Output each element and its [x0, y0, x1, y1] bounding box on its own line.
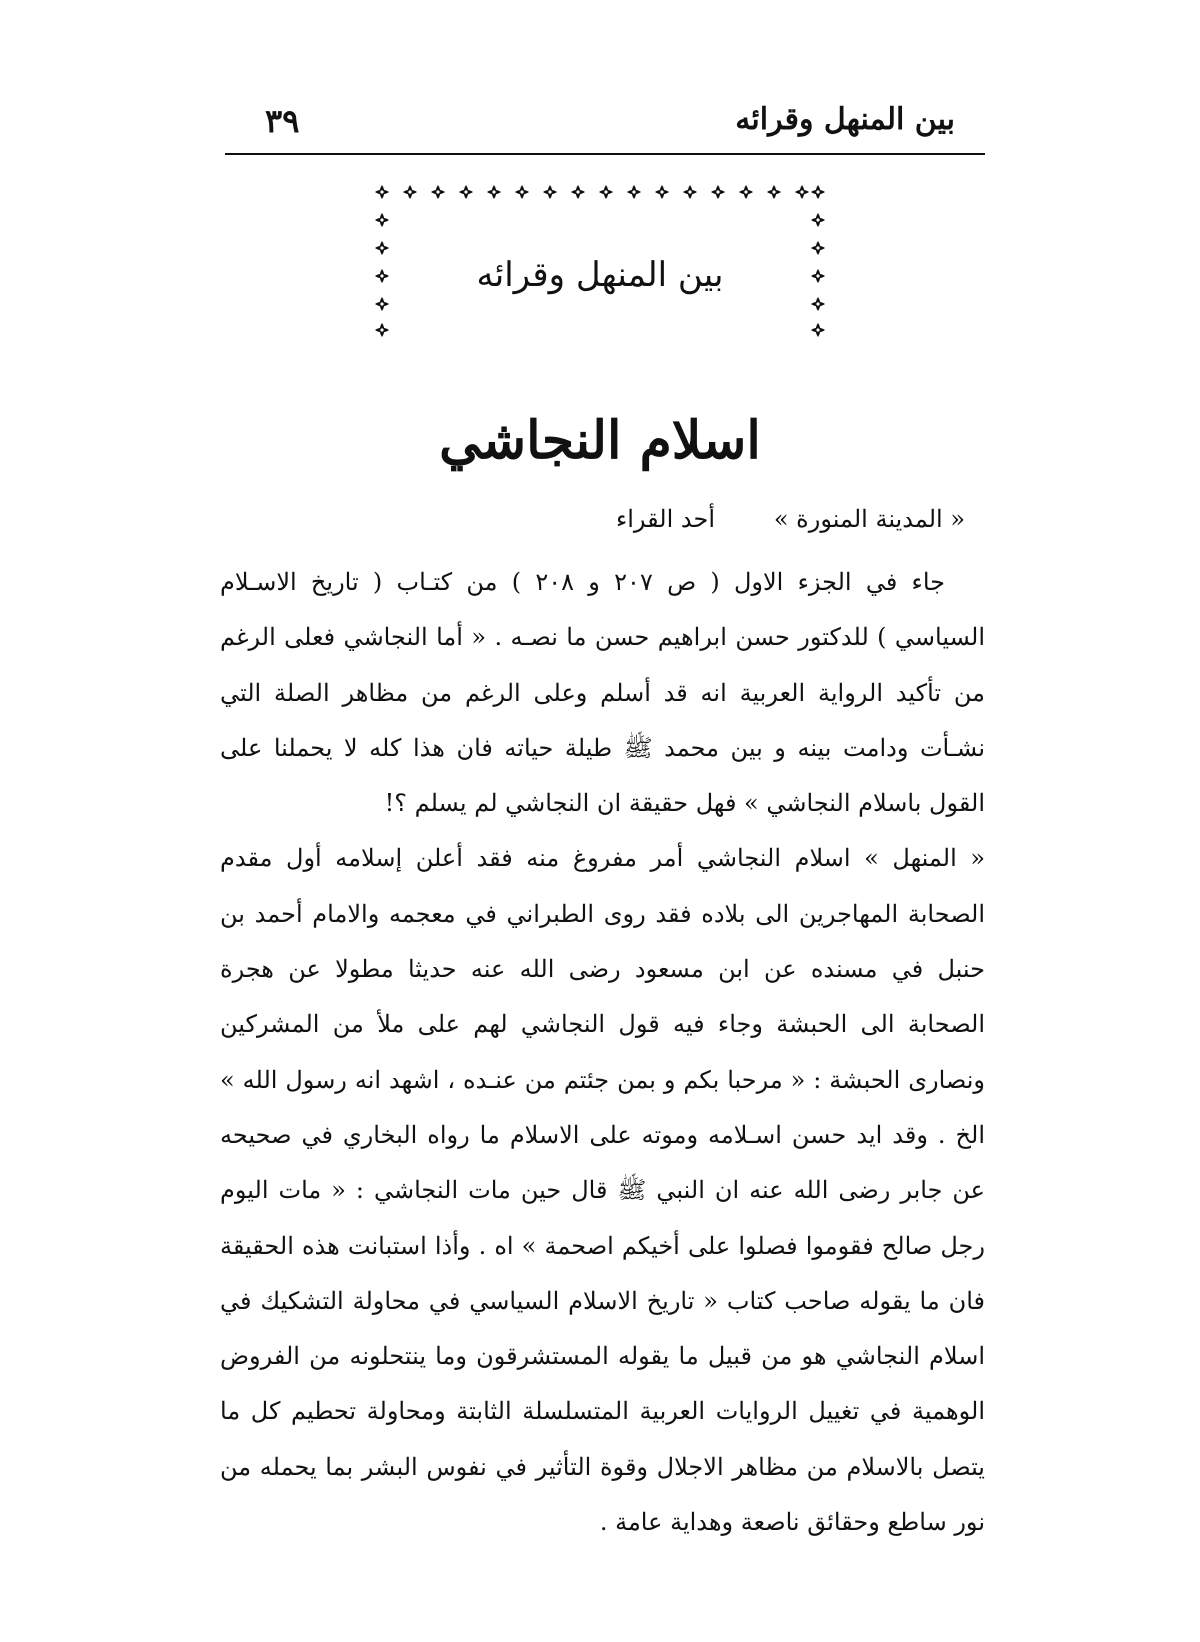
article-location: « المدينة المنورة »	[773, 505, 965, 533]
paragraph-answer: « المنهل » اسلام النجاشي أمر مفروغ منه فقد أعلن إسلامه أول مقدم الصحابة المهاجرين الى بلاده فقد روى الطبراني في معجمه والامام أحمد بن حنبل في مسنده عن ابن مسعود رضى الله عنه حديثا مطولا عن هجرة الصحابة الى الحبشة وجاء فيه قول النجاشي لهم على ملأ من المشركين ونصارى الحبشة : « مرحبا بكم و بمن جئتم من عنـده ، اشهد انه رسول الله » الخ . وقد ايد حسن اسـلامه وموته على الاسلام ما رواه البخاري في صحيحه عن جابر رضى الله عنه ان النبي ﷺ قال حين مات النجاشي : « مات اليوم رجل صالح فقوموا فصلوا على أخيكم اصحمة » اه . وأذا استبانت هذه الحقيقة فان ما يقوله صاحب كتاب « تاريخ الاسلام السياسي في محاولة التشكيك في اسلام النجاشي هو من قبيل ما يقوله المستشرقون وما ينتحلونه من الفروض الوهمية في تغييل الروايات العربية المتسلسلة الثابتة ومحاولة تحطيم كل ما يتصل بالاسلام من مظاهر الاجلال وقوة التأثير في نفوس البشر بما يحمله من نور ساطع وحقائق ناصعة وهداية عامة .	[220, 844, 985, 1537]
running-header	[225, 102, 985, 152]
header-rule	[225, 153, 985, 155]
paragraph-question: جاء في الجزء الاول ( ص ٢٠٧ و ٢٠٨ ) من كتـاب ( تاريخ الاسـلام السياسي ) للدكتور حسن ابراهيم حسن ما نصـه . « أما النجاشي فعلى الرغم من تأكيد الرواية العربية انه قد أسلم وعلى الرغم من مظاهر الصلة التي نشـأت ودامت بينه و بين محمد ﷺ طيلة حياته فان هذا كله لا يحملنا على القول باسلام النجاشي » فهل حقيقة ان النجاشي لم يسلم ؟!	[220, 568, 985, 818]
running-title: بين المنهل وقرائه	[735, 102, 955, 137]
article-author: أحد القراء	[615, 505, 715, 533]
banner-title: بين المنهل وقرائه	[476, 255, 724, 295]
article-body	[220, 555, 985, 1550]
section-banner	[370, 180, 830, 350]
article-title: اسلام النجاشي	[439, 410, 761, 471]
page-number: ٣٩	[265, 102, 300, 140]
byline	[225, 505, 985, 541]
